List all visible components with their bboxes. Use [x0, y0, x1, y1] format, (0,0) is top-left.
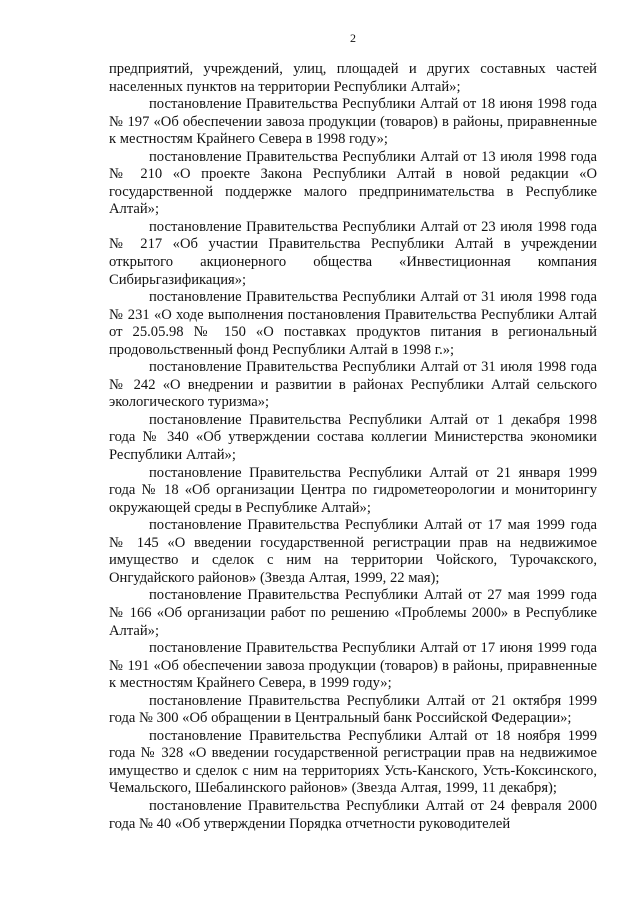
paragraph-resolution-340: постановление Правительства Республики Алтай от 1 декабря 1998 года № 340 «Об утверждении состава коллегии Министерства экономики Республики Алтай»;	[109, 411, 597, 464]
paragraph-resolution-40: постановление Правительства Республики Алтай от 24 февраля 2000 года № 40 «Об утверждении Порядка отчетности руководителей	[109, 797, 597, 832]
paragraph-resolution-300: постановление Правительства Республики Алтай от 21 октября 1999 года № 300 «Об обращении в Центральный банк Российской Федерации»;	[109, 692, 597, 727]
paragraph-resolution-191: постановление Правительства Республики Алтай от 17 июня 1999 года № 191 «Об обеспечении завоза продукции (товаров) в районы, приравненные к местностям Крайнего Севера, в 1999 году»;	[109, 640, 597, 692]
paragraph-resolution-217: постановление Правительства Республики Алтай от 23 июля 1998 года № 217 «Об участии Правительства Республики Алтай в учреждении открытого акционерного общества «Инвестиционная компания Сибирьгазификация»;	[109, 218, 597, 288]
paragraph-resolution-145: постановление Правительства Республики Алтай от 17 мая 1999 года № 145 «О введении государственной регистрации прав на недвижимое имущество и сделок с ним на территории Чойского, Турочакского, Онгудайского районов» (Звезда Алтая, 1999, 22 мая);	[109, 517, 597, 586]
paragraph-resolution-210: постановление Правительства Республики Алтай от 13 июля 1998 года № 210 «О проекте Закона Республики Алтай в новой редакции «О государственной поддержке малого предпринимательства в Республике Алтай»;	[109, 148, 597, 218]
paragraph-resolution-166: постановление Правительства Республики Алтай от 27 мая 1999 года № 166 «Об организации работ по решению «Проблемы 2000» в Республике Алтай»;	[109, 587, 597, 639]
paragraph-resolution-18: постановление Правительства Республики Алтай от 21 января 1999 года № 18 «Об организации Центра по гидрометеорологии и мониторингу окружающей среды в Республике Алтай»;	[109, 464, 597, 516]
page-number: 2	[350, 31, 356, 45]
paragraph-resolution-231: постановление Правительства Республики Алтай от 31 июля 1998 года № 231 «О ходе выполнения постановления Правительства Республики Алтай от 25.05.98 № 150 «О поставках продуктов питания в региональный продовольственный фонд Республики Алтай в 1998 г.»;	[109, 289, 597, 358]
paragraph-resolution-197: постановление Правительства Республики Алтай от 18 июня 1998 года № 197 «Об обеспечении завоза продукции (товаров) в районы, приравненные к местностям Крайнего Севера в 1998 году»;	[109, 96, 597, 148]
paragraph-continuation: предприятий, учреждений, улиц, площадей и других составных частей населенных пунктов на территории Республики Алтай»;	[109, 61, 597, 95]
paragraph-resolution-328: постановление Правительства Республики Алтай от 18 ноября 1999 года № 328 «О введении государственной регистрации прав на недвижимое имущество и сделок с ним на территориях Усть-Канского, Усть-Коксинского, Чемальского, Шебалинского районов» (Звезда Алтая, 1999, 11 декабря);	[109, 727, 597, 797]
document-body	[109, 61, 597, 833]
paragraph-resolution-242: постановление Правительства Республики Алтай от 31 июля 1998 года № 242 «О внедрении и развитии в районах Республики Алтай сельского экологического туризма»;	[109, 359, 597, 411]
